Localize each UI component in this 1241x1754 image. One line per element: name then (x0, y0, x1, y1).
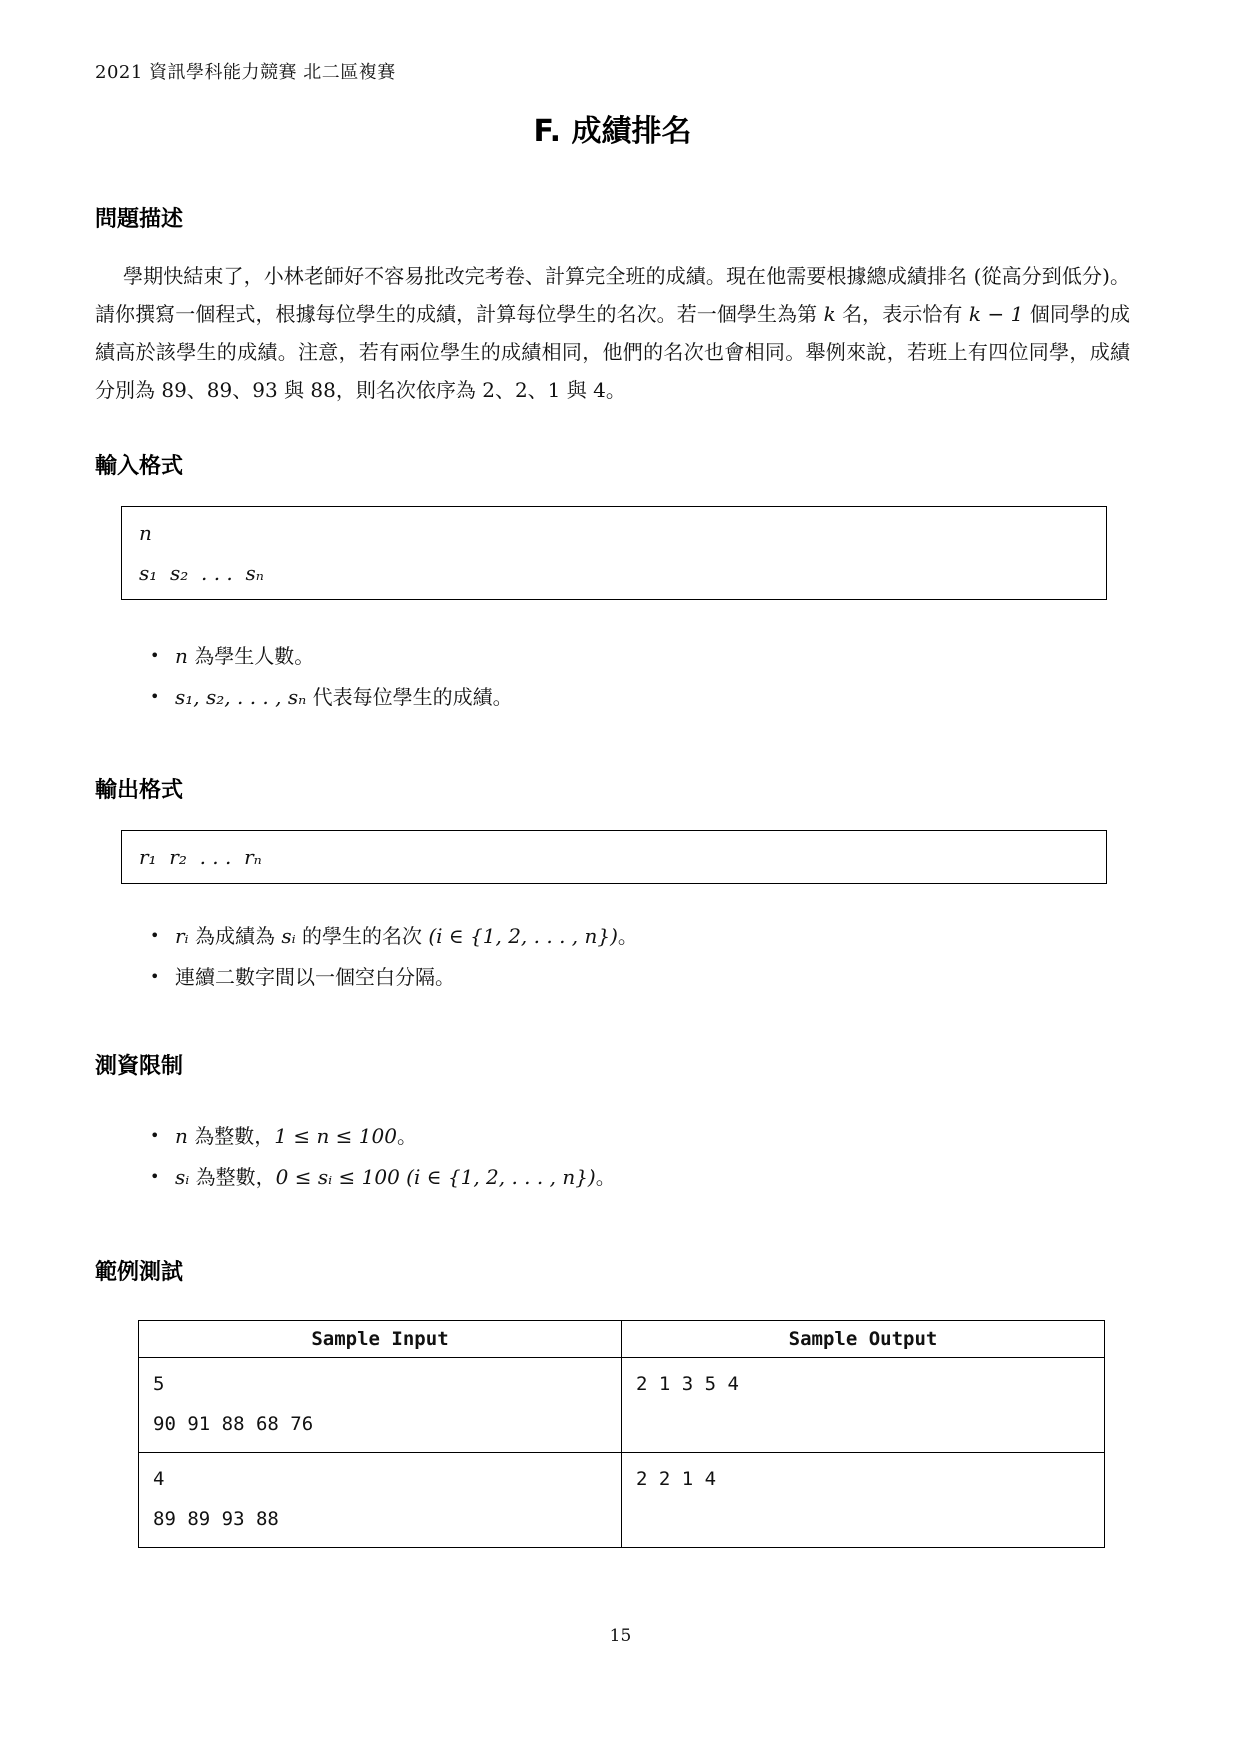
math-segment: (i ∈ {1, 2, . . . , n}) (428, 924, 618, 948)
sample-output-cell (622, 1358, 1105, 1453)
text-segment: 為整數， (189, 1165, 276, 1189)
code-line: 5 (153, 1373, 165, 1395)
table-row (139, 1358, 1105, 1453)
competition-header: 2021 資訊學科能力競賽 北二區複賽 (95, 62, 396, 83)
bullet-item (175, 1161, 1130, 1193)
text-segment: 代表每位學生的成績。 (306, 685, 513, 709)
code-line: 2 1 3 5 4 (636, 1373, 739, 1395)
section-heading-input-format: 輸入格式 (95, 454, 184, 479)
text-segment: 名，表示恰有 (835, 302, 969, 326)
math-segment: n (175, 1124, 188, 1148)
output-format-bullet-list (95, 920, 1130, 993)
text-segment: 學期快結束了，小林老師好不容易批改完考卷、計算完全班的成績。現在他需要根據總成績排名 (從高分到低分)。請你撰寫一個程式，根據每位學生的成績，計算每位學生的名次。若一個學生為第 (95, 264, 1130, 326)
code-line: s₁ s₂ . . . sₙ (139, 561, 264, 585)
math-segment: n (175, 644, 188, 668)
problem-description-paragraph (95, 257, 1130, 409)
bullet-item (175, 1120, 1130, 1152)
code-line: r₁ r₂ . . . rₙ (139, 845, 262, 869)
section-heading-constraints: 測資限制 (95, 1054, 184, 1079)
text-segment: 為整數， (187, 1124, 275, 1148)
text-segment: 連續二數字間以一個空白分隔。 (175, 965, 455, 989)
code-line: 4 (153, 1468, 165, 1490)
output-format-box (121, 830, 1107, 884)
section-heading-problem-description: 問題描述 (95, 207, 184, 232)
math-segment: rᵢ (175, 924, 189, 948)
sample-test-table (138, 1320, 1105, 1548)
code-line: 90 91 88 68 76 (153, 1413, 314, 1435)
bullet-item (175, 961, 1130, 993)
text-segment: 。 (396, 1124, 417, 1148)
math-segment: k (823, 302, 836, 326)
text-segment: 的學生的名次 (295, 924, 429, 948)
math-segment: 1 ≤ n ≤ 100 (274, 1124, 397, 1148)
table-header-row (139, 1321, 1105, 1358)
math-segment: 0 ≤ sᵢ ≤ 100 (i ∈ {1, 2, . . . , n}) (275, 1165, 596, 1189)
math-segment: sᵢ (175, 1165, 190, 1189)
table-row (139, 1453, 1105, 1548)
text-segment: 為成績為 (188, 924, 282, 948)
page-number: 15 (609, 1626, 632, 1646)
code-line: 2 2 1 4 (636, 1468, 717, 1490)
input-format-box (121, 506, 1107, 600)
bullet-item (175, 920, 1130, 952)
sample-input-cell (139, 1453, 622, 1548)
input-format-bullet-list (95, 640, 1130, 713)
section-heading-output-format: 輸出格式 (95, 778, 184, 803)
text-segment: 。 (595, 1165, 616, 1189)
sample-input-cell (139, 1358, 622, 1453)
math-segment: sᵢ (281, 924, 296, 948)
section-heading-sample-tests: 範例測試 (95, 1260, 184, 1285)
bullet-item (175, 681, 1130, 713)
constraints-bullet-list (95, 1120, 1130, 1193)
text-segment: 。 (617, 924, 638, 948)
table-header-sample-output: Sample Output (622, 1321, 1105, 1358)
bullet-item (175, 640, 1130, 672)
page-title: F. 成績排名 (533, 114, 692, 149)
text-segment: 為學生人數。 (187, 644, 315, 668)
math-segment: s₁, s₂, . . . , sₙ (175, 685, 307, 709)
code-line: 89 89 93 88 (153, 1508, 279, 1530)
table-header-sample-input: Sample Input (139, 1321, 622, 1358)
math-segment: k − 1 (968, 302, 1024, 326)
sample-output-cell (622, 1453, 1105, 1548)
text-segment: 個同學的成績高於該學生的成績。注意，若有兩位學生的成績相同，他們的名次也會相同。舉例來說，若班上有四位同學，成績分別為 89、89、93 與 88，則名次依序為 2、2、1 與 4。 (95, 302, 1131, 402)
code-line: n (139, 521, 152, 545)
